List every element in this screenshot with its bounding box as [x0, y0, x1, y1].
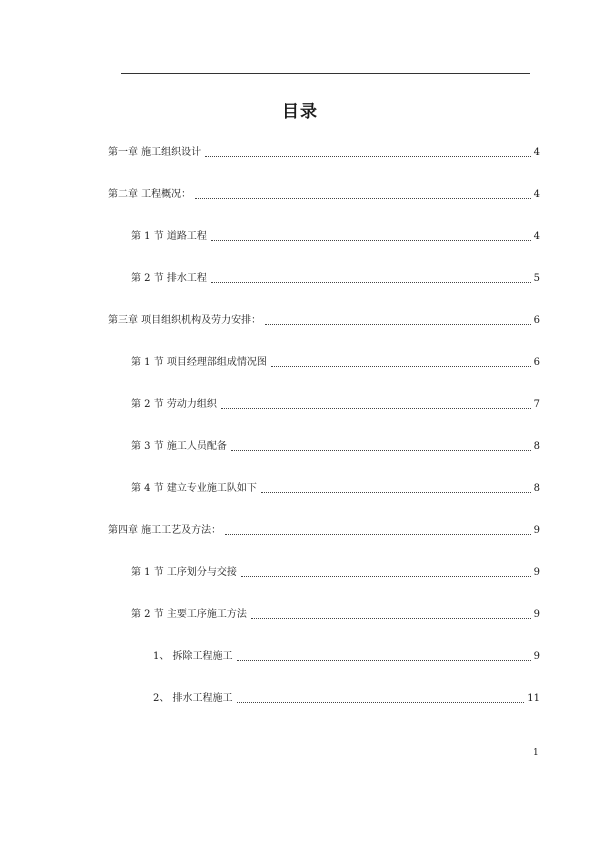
toc-entry-page: 9 — [533, 525, 540, 536]
toc-entry-chapter-3[interactable] — [108, 312, 540, 328]
toc-entry-label: 第四章 施工工艺及方法： — [108, 525, 222, 536]
toc-entry-page: 5 — [533, 273, 540, 284]
toc-entry-section-4-2[interactable] — [131, 606, 540, 622]
toc-entry-page: 6 — [533, 315, 540, 326]
toc-entry-section-3-2[interactable] — [131, 396, 540, 412]
toc-entry-item-4-2-1[interactable] — [153, 648, 540, 664]
dot-leader — [221, 408, 531, 409]
toc-entry-label: 第二章 工程概况： — [108, 189, 192, 200]
toc-entry-label: 第 1 节 道路工程 — [131, 231, 207, 242]
page-number: 1 — [533, 748, 539, 758]
toc-entry-section-2-2[interactable] — [131, 270, 540, 286]
toc-entry-chapter-4[interactable] — [108, 522, 540, 538]
toc-entry-page: 9 — [533, 567, 540, 578]
toc-entry-label: 第 3 节 施工人员配备 — [131, 441, 227, 452]
dot-leader — [211, 282, 531, 283]
dot-leader — [271, 366, 531, 367]
toc-entry-page: 8 — [533, 483, 540, 494]
dot-leader — [195, 198, 530, 199]
toc-entry-item-4-2-2[interactable] — [153, 690, 540, 706]
toc-entry-page: 9 — [533, 609, 540, 620]
toc-entry-section-2-1[interactable] — [131, 228, 540, 244]
toc-entry-page: 4 — [533, 147, 540, 158]
dot-leader — [261, 492, 531, 493]
toc-entry-label: 2、 排水工程施工 — [153, 693, 233, 704]
toc-entry-section-4-1[interactable] — [131, 564, 540, 580]
dot-leader — [237, 702, 525, 703]
dot-leader — [237, 660, 531, 661]
dot-leader — [251, 618, 531, 619]
toc-entry-page: 6 — [533, 357, 540, 368]
toc-entry-label: 第一章 施工组织设计 — [108, 147, 202, 158]
toc-entry-label: 第 2 节 劳动力组织 — [131, 399, 217, 410]
toc-entry-chapter-2[interactable] — [108, 186, 540, 202]
toc-entry-page: 11 — [527, 693, 540, 704]
dot-leader — [265, 324, 530, 325]
toc-entry-label: 第 2 节 排水工程 — [131, 273, 207, 284]
toc-entry-section-3-3[interactable] — [131, 438, 540, 454]
toc-entry-page: 9 — [533, 651, 540, 662]
toc-entry-label: 第 4 节 建立专业施工队如下 — [131, 483, 257, 494]
toc-title: 目录 — [282, 102, 318, 122]
toc-entry-chapter-1[interactable] — [108, 144, 540, 160]
toc-entry-page: 4 — [533, 231, 540, 242]
dot-leader — [205, 156, 530, 157]
toc-entry-section-3-1[interactable] — [131, 354, 540, 370]
dot-leader — [231, 450, 531, 451]
toc-entry-label: 第三章 项目组织机构及劳力安排： — [108, 315, 262, 326]
toc-entry-label: 第 1 节 项目经理部组成情况图 — [131, 357, 267, 368]
dot-leader — [241, 576, 531, 577]
dot-leader — [211, 240, 531, 241]
toc-entry-page: 7 — [533, 399, 540, 410]
toc-entry-label: 第 1 节 工序划分与交接 — [131, 567, 237, 578]
toc-entry-label: 第 2 节 主要工序施工方法 — [131, 609, 247, 620]
toc-entry-section-3-4[interactable] — [131, 480, 540, 496]
toc-entry-page: 8 — [533, 441, 540, 452]
toc-entry-label: 1、 拆除工程施工 — [153, 651, 233, 662]
dot-leader — [225, 534, 530, 535]
toc-entry-page: 4 — [533, 189, 540, 200]
